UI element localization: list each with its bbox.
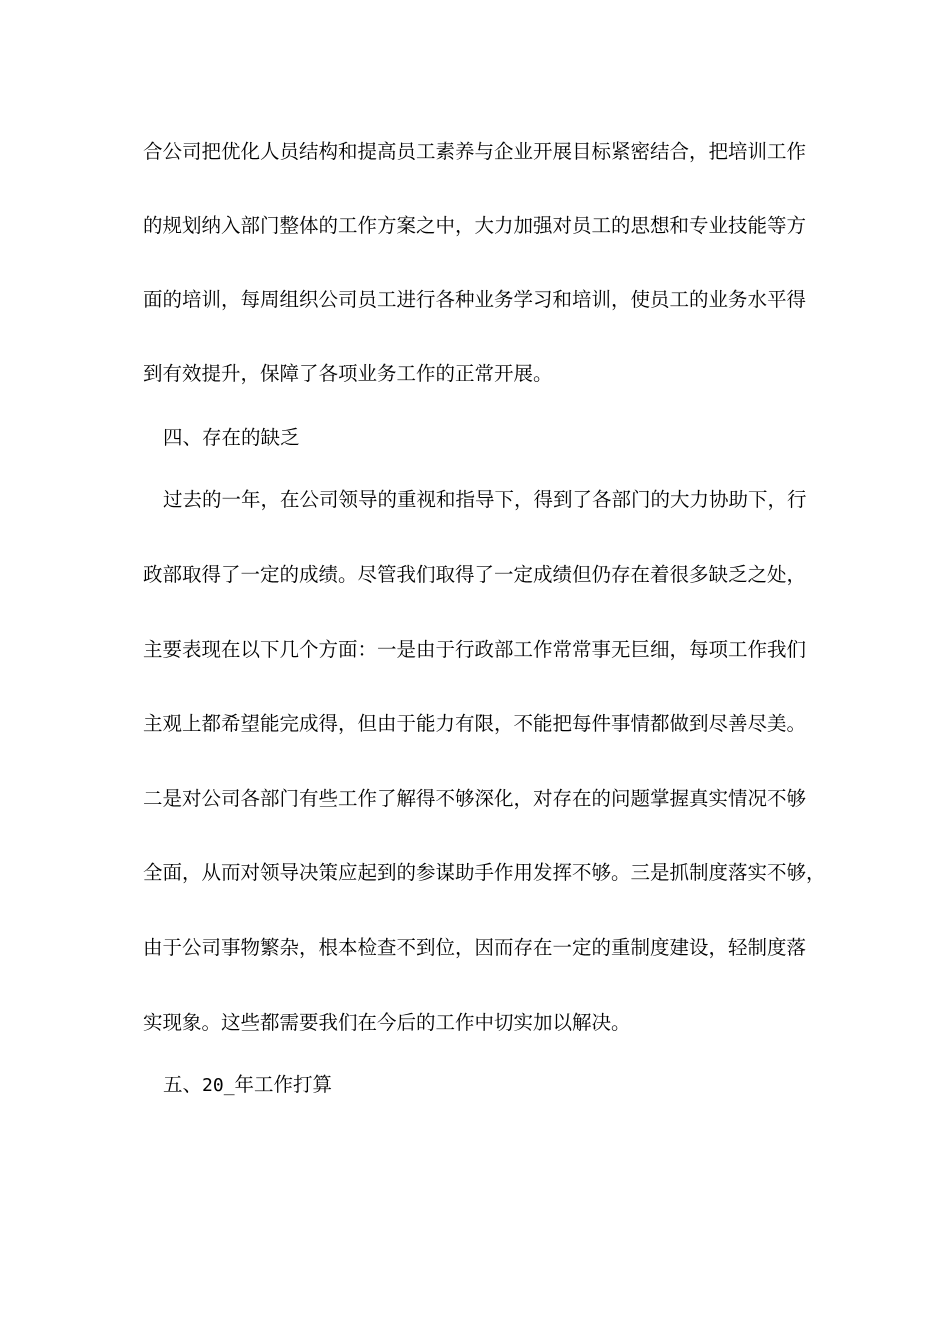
paragraph-line: 过去的一年，在公司领导的重视和指导下，得到了各部门的大力协助下，行 xyxy=(163,488,807,511)
heading-suffix: 年工作打算 xyxy=(234,1073,333,1096)
heading-year: 20_ xyxy=(202,1075,235,1096)
paragraph-line: 主要表现在以下几个方面：一是由于行政部工作常常事无巨细，每项工作我们 xyxy=(143,638,807,661)
section-heading-5 xyxy=(163,1072,332,1099)
paragraph-line: 由于公司事物繁杂，根本检查不到位，因而存在一定的重制度建设，轻制度落 xyxy=(143,936,807,959)
paragraph-line: 全面，从而对领导决策应起到的参谋助手作用发挥不够。三是抓制度落实不够， xyxy=(143,861,826,884)
paragraph-line: 二是对公司各部门有些工作了解得不够深化，对存在的问题掌握真实情况不够 xyxy=(143,787,807,810)
paragraph-line: 政部取得了一定的成绩。尽管我们取得了一定成绩但仍存在着很多缺乏之处， xyxy=(143,563,807,586)
paragraph-line: 主观上都希望能完成得，但由于能力有限，不能把每件事情都做到尽善尽美。 xyxy=(143,712,807,735)
paragraph-line: 面的培训，每周组织公司员工进行各种业务学习和培训，使员工的业务水平得 xyxy=(143,288,807,311)
section-heading-4: 四、存在的缺乏 xyxy=(163,426,300,449)
heading-prefix: 五、 xyxy=(163,1073,203,1096)
paragraph-line: 实现象。这些都需要我们在今后的工作中切实加以解决。 xyxy=(143,1011,631,1034)
paragraph-line: 的规划纳入部门整体的工作方案之中，大力加强对员工的思想和专业技能等方 xyxy=(143,214,807,237)
paragraph-line: 合公司把优化人员结构和提高员工素养与企业开展目标紧密结合，把培训工作 xyxy=(143,140,807,163)
paragraph-line: 到有效提升，保障了各项业务工作的正常开展。 xyxy=(143,362,553,385)
